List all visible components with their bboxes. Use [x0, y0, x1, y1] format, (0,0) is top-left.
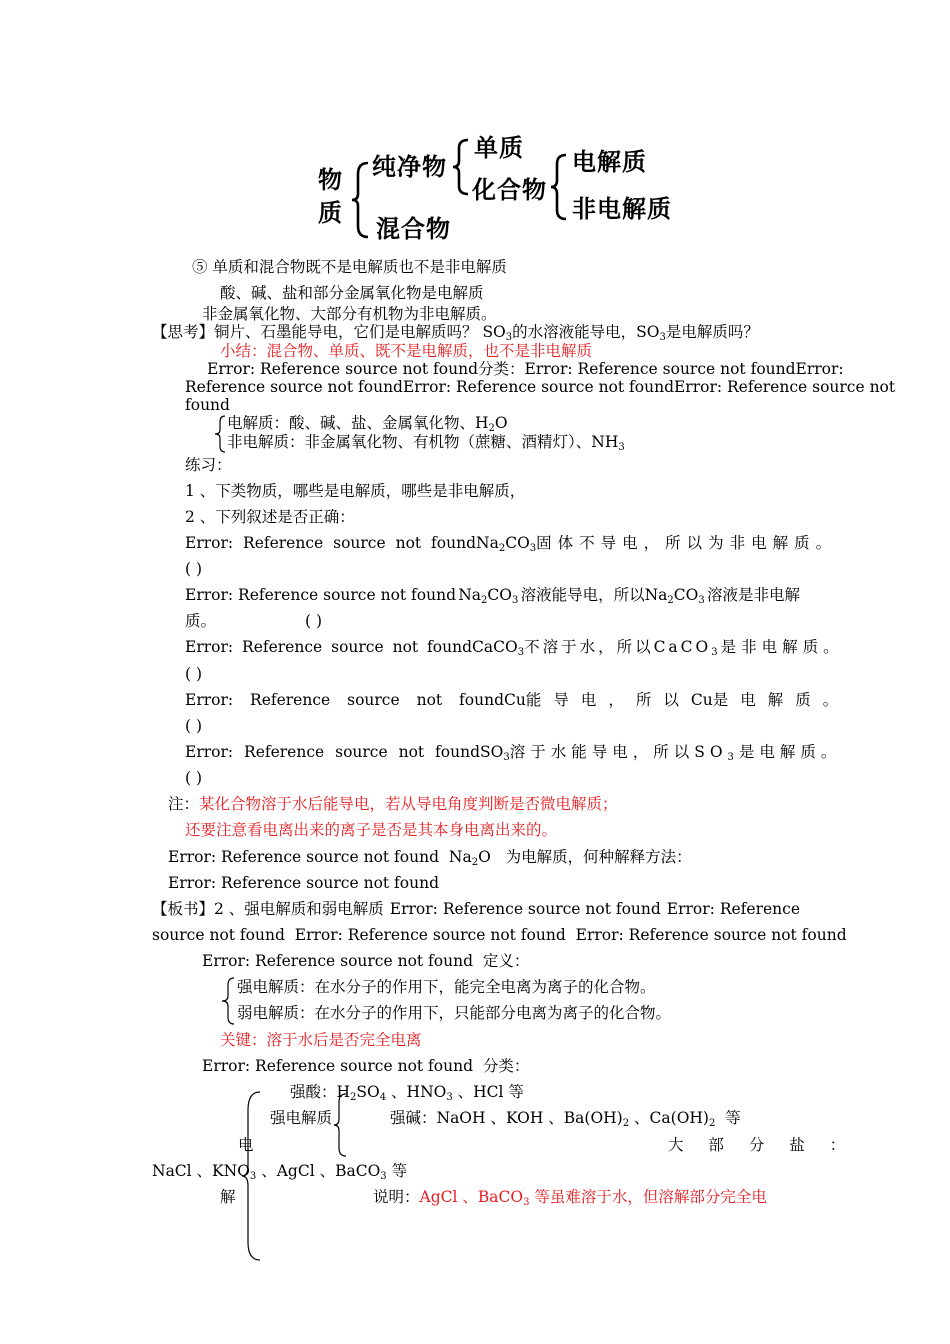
brace-classes [213, 414, 227, 454]
strong-def: 强电解质：在水分子的作用下，能完全电离为离子的化合物。 [237, 978, 656, 996]
sub: 3 [503, 752, 510, 763]
definition-line [202, 951, 529, 971]
board-text: 2 、强电解质和弱电解质 [214, 900, 384, 918]
statement-1 [185, 533, 838, 554]
sub: 3 [618, 442, 625, 453]
formula [458, 585, 518, 605]
diagram-electrolyte: 电解质 [572, 148, 647, 176]
class-electrolyte-o: O [494, 414, 508, 432]
statement-text: 是电解质。 [738, 743, 842, 761]
error-ref: Error: Reference source not foundError: [524, 360, 844, 378]
sub: 3 [249, 1171, 257, 1182]
formula [472, 637, 524, 657]
t: 溶液能导电，所以Na [520, 586, 668, 604]
error-ref: Error: Reference [666, 900, 800, 918]
na2o-line [168, 847, 692, 867]
brace-pure [450, 137, 472, 197]
formula [476, 533, 536, 553]
explain-text [420, 1188, 767, 1206]
f: CaCO [472, 638, 518, 656]
statement-2 [185, 585, 800, 605]
strong-acid [290, 1082, 524, 1102]
error-ref: Error: Reference source not found [185, 743, 481, 761]
error-ref: Error: Reference source not found [202, 952, 474, 970]
t: AgCl 、BaCO [419, 1188, 524, 1206]
sub: 2 [667, 595, 674, 606]
formula: Cu [690, 691, 713, 709]
think-tag: 【思考】 [152, 323, 215, 341]
t: 、HNO [391, 1083, 447, 1101]
answer-paren: ( ) [305, 612, 323, 630]
explain-label: 说明： [373, 1188, 420, 1206]
explain-line [373, 1187, 767, 1207]
strong-electrolyte-label: 强电解质 [270, 1109, 333, 1127]
class-electrolyte [227, 413, 508, 433]
diagram-wu: 物 [318, 166, 343, 194]
t: SO [356, 1083, 380, 1101]
answer-paren: ( ) [185, 769, 203, 787]
statement-text [510, 742, 739, 762]
board-line-1 [152, 899, 800, 919]
definition-label: 定义： [482, 952, 530, 970]
brace-definition [220, 976, 236, 1026]
error-line-3: found [185, 396, 230, 414]
think-q3: 是电解质吗？ [665, 323, 759, 341]
diagram-zhi: 质 [318, 199, 343, 227]
classify-line [202, 1056, 529, 1076]
t: 溶于水能导电，所以SO [509, 743, 728, 761]
key-point: 关键：溶于水后是否完全电离 [220, 1031, 422, 1049]
statement-3 [185, 637, 844, 658]
tree-dian: 电 [238, 1136, 254, 1154]
t: 不溶于水，所以CaCO [524, 638, 712, 656]
classify-label: 分类： [478, 360, 525, 378]
error-line-2: Reference source not foundError: Reference source not foundError: Reference source not [185, 378, 896, 396]
t: 、AgCl 、BaCO [261, 1162, 381, 1180]
sub: 3 [659, 332, 666, 343]
board-line-2 [152, 925, 847, 945]
error-ref: Error: Reference source not found [575, 926, 847, 944]
error-ref: source not found [152, 926, 285, 944]
f: SO [480, 743, 504, 761]
t: NaCl 、KNO [152, 1162, 250, 1180]
sub: 2 [350, 1092, 357, 1103]
error-ref: Error: Reference source not found [185, 586, 457, 604]
f: Na [458, 586, 482, 604]
exercise-title: 练习： [185, 456, 232, 474]
statement-2-end: 质。 [185, 612, 217, 630]
sub: 3 [512, 595, 519, 606]
error-ref: Error: Reference source not found [168, 848, 440, 866]
error-ref: Error: Reference source not found [202, 1057, 474, 1075]
f: Na [476, 534, 499, 552]
note-7: 非金属氧化物、大部分有机物为非电解质。 [202, 305, 497, 323]
note-text: 某化合物溶于水后能导电，若从导电角度判断是否微电解质； [199, 795, 618, 813]
answer-paren: ( ) [185, 560, 203, 578]
sub: 2 [708, 1118, 716, 1129]
diagram-pure: 纯净物 [372, 153, 447, 181]
sub: 2 [471, 857, 479, 868]
t: 强酸：H [290, 1083, 351, 1101]
think-q2: 的水溶液能导电，SO [512, 323, 660, 341]
classify-label: 分类： [482, 1057, 530, 1075]
strong-base [390, 1108, 741, 1128]
exercise-q2: 2 、下列叙述是否正确： [185, 508, 355, 526]
class-nonelectrolyte-text: 非电解质：非金属氧化物、有机物（蔗糖、酒精灯）、NH [227, 433, 619, 451]
sub: 3 [446, 1092, 453, 1103]
t: 等 [391, 1162, 408, 1180]
sub: 3 [711, 647, 721, 658]
class-nonelectrolyte [227, 432, 625, 452]
error-ref: Error: Reference source not found [185, 534, 477, 552]
class-electrolyte-text: 电解质：酸、碱、盐、金属氧化物、H [227, 414, 489, 432]
salt-label: 大 部 分 盐 ： [668, 1136, 856, 1154]
formula: Cu [504, 691, 526, 709]
weak-def: 弱电解质：在水分子的作用下，只能部分电离为离子的化合物。 [237, 1004, 672, 1022]
note-6: 酸、碱、盐和部分金属氧化物是电解质 [220, 284, 484, 302]
error-ref: Error: Reference source not found [294, 926, 566, 944]
note-label: 注： [168, 795, 200, 813]
board-title [152, 899, 384, 919]
brace-compound [548, 152, 570, 222]
f: CO [505, 534, 530, 552]
error-ref: Error: Reference source not found [389, 900, 661, 918]
answer-paren: ( ) [185, 717, 203, 735]
sub: 2 [498, 543, 506, 554]
note-line-2: 还要注意看电离出来的离子是否是其本身电离出来的。 [185, 821, 558, 839]
sub: 3 [698, 595, 705, 606]
diagram-element: 单质 [474, 134, 524, 162]
error-ref: Error: Reference source not found [207, 360, 479, 378]
t: 强碱：NaOH 、KOH 、Ba(OH) [390, 1109, 623, 1127]
t: 等 [725, 1109, 741, 1127]
think-summary: 小结：混合物、单质、既不是电解质，也不是非电解质 [220, 342, 593, 360]
error-line-1 [207, 359, 844, 379]
f: Na [448, 848, 472, 866]
formula [480, 742, 510, 762]
statement-text: 溶液是非电解 [706, 586, 800, 604]
sub: 3 [380, 1171, 387, 1182]
tree-jie: 解 [220, 1188, 236, 1206]
diagram-compound: 化合物 [472, 176, 547, 204]
statement-text [521, 585, 705, 605]
sub: 3 [529, 543, 537, 554]
sub: 2 [622, 1118, 630, 1129]
t: 、Ca(OH) [634, 1109, 709, 1127]
f: CO [673, 586, 699, 604]
answer-paren: ( ) [185, 665, 203, 683]
sub: 2 [481, 595, 488, 606]
diagram-nonelectrolyte: 非电解质 [572, 195, 672, 223]
sub: 3 [727, 752, 739, 763]
f: CO [487, 586, 512, 604]
t: 等虽难溶于水，但溶解部分完全电 [534, 1188, 767, 1206]
statement-4 [185, 690, 851, 710]
salt-list [152, 1161, 407, 1181]
sub: 2 [488, 423, 495, 434]
sub: 4 [379, 1092, 387, 1103]
statement-text: 是电解质。 [712, 691, 851, 709]
statement-text: 是非电解质。 [720, 638, 844, 656]
error-ref: Error: Reference source not found [185, 638, 473, 656]
statement-5 [185, 742, 842, 763]
board-tag: 【板书】 [152, 900, 215, 918]
think-q1: 铜片、石墨能导电，它们是电解质吗？ SO [214, 323, 506, 341]
error-ref: Error: Reference source not found [168, 874, 440, 892]
na2o-text: 为电解质，何种解释方法： [505, 848, 692, 866]
statement-text: 固体不导电，所以为非电解质。 [536, 534, 838, 552]
statement-text: 能导电，所以 [525, 691, 691, 709]
sub: 3 [523, 1197, 530, 1208]
note-line-1 [168, 794, 618, 814]
think-question [152, 322, 759, 342]
brace-matter [350, 160, 372, 240]
f: O [478, 848, 491, 866]
error-ref: Error: Reference source not found [185, 691, 505, 709]
sub: 3 [505, 332, 513, 343]
sub: 3 [517, 647, 525, 658]
note-5: ⑤ 单质和混合物既不是电解质也不是非电解质 [192, 258, 507, 276]
statement-text [524, 637, 721, 657]
diagram-mixture: 混合物 [376, 215, 451, 243]
t: 、HCl 等 [457, 1083, 524, 1101]
exercise-q1: 1 、下类物质，哪些是电解质，哪些是非电解质， [185, 482, 526, 500]
